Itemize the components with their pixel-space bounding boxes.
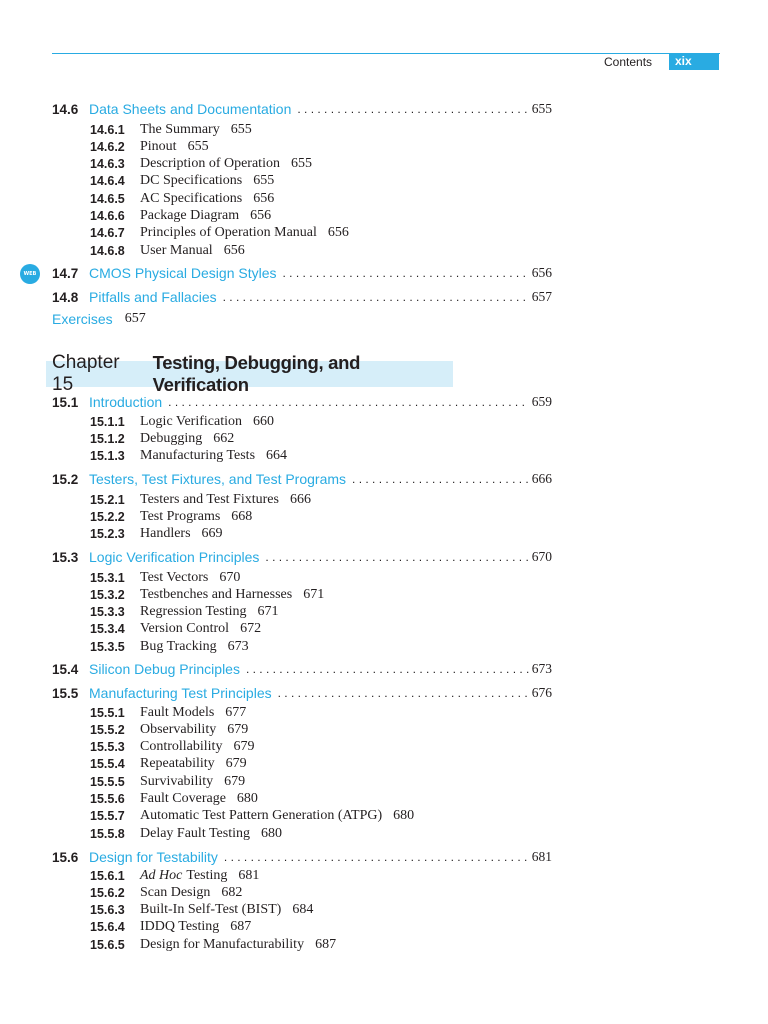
subsection-title: Manufacturing Tests xyxy=(140,448,256,464)
toc-subsection[interactable] xyxy=(90,569,240,586)
toc-subsection[interactable] xyxy=(90,756,247,773)
subsection-page: 666 xyxy=(289,491,311,507)
dot-leader xyxy=(352,472,529,486)
toc-section[interactable] xyxy=(52,288,552,306)
subsection-number: 15.2.2 xyxy=(90,509,125,524)
section-number: 15.6 xyxy=(52,849,79,865)
web-enhanced-icon: WEB xyxy=(20,264,40,284)
subsection-title: Package Diagram xyxy=(140,208,240,223)
subsection-page: 672 xyxy=(240,621,262,637)
subsection-title: Survivability xyxy=(140,773,214,789)
subsection-number: 15.3.4 xyxy=(90,622,125,637)
subsection-title: Observability xyxy=(140,721,217,737)
toc-subsection[interactable] xyxy=(90,138,209,155)
toc-subsection[interactable] xyxy=(90,413,274,430)
section-title: Design for Testability xyxy=(89,849,218,865)
toc-subsection[interactable] xyxy=(90,884,242,901)
toc-subsection[interactable] xyxy=(90,867,259,884)
toc-subsection[interactable] xyxy=(90,208,271,225)
subsection-page: 681 xyxy=(238,867,260,883)
toc-section[interactable] xyxy=(52,660,552,678)
subsection-number: 14.6.4 xyxy=(90,174,125,189)
exercises-page: 657 xyxy=(124,311,146,326)
subsection-title: Test Programs xyxy=(140,508,221,524)
subsection-title: Built-In Self-Test (BIST) xyxy=(140,902,282,918)
subsection-page: 679 xyxy=(225,756,247,772)
toc-subsection[interactable] xyxy=(90,242,245,259)
toc-subsection[interactable] xyxy=(90,791,258,808)
dot-leader xyxy=(265,550,528,564)
subsection-title-rest: Testing xyxy=(186,867,228,883)
section-page: 666 xyxy=(531,471,552,486)
section-title: Silicon Debug Principles xyxy=(89,661,240,677)
subsection-page: 671 xyxy=(257,604,279,620)
toc-subsection[interactable] xyxy=(90,902,313,919)
subsection-number: 15.6.1 xyxy=(90,868,125,883)
subsection-number: 15.1.3 xyxy=(90,449,125,464)
section-page: 655 xyxy=(531,101,552,116)
subsection-title-italic: Ad Hoc xyxy=(140,867,183,883)
subsection-page: 655 xyxy=(187,138,209,154)
subsection-number: 15.5.4 xyxy=(90,757,125,772)
subsection-number: 15.2.3 xyxy=(90,527,125,542)
subsection-page: 656 xyxy=(253,190,275,206)
subsection-title: Logic Verification xyxy=(140,413,242,429)
section-number: 14.7 xyxy=(52,265,79,281)
subsection-page: 684 xyxy=(292,902,314,918)
dot-leader xyxy=(223,290,529,304)
subsection-page: 660 xyxy=(253,413,274,429)
toc-subsection[interactable] xyxy=(90,936,336,953)
toc-subsection[interactable] xyxy=(90,508,252,525)
subsection-page: 687 xyxy=(315,936,337,952)
toc-subsection[interactable] xyxy=(90,704,246,721)
subsection-title: Automatic Test Pattern Generation (ATPG) xyxy=(140,808,383,824)
subsection-title: Debugging xyxy=(140,430,203,446)
subsection-title: Handlers xyxy=(140,526,191,542)
subsection-title: The Summary xyxy=(140,121,220,137)
subsection-number: 14.6.7 xyxy=(90,226,125,241)
subsection-page: 680 xyxy=(236,791,258,806)
subsection-page: 655 xyxy=(230,121,252,137)
toc-subsection[interactable] xyxy=(90,739,254,756)
toc-subsection[interactable] xyxy=(90,638,249,655)
toc-subsection[interactable] xyxy=(90,430,234,447)
subsection-page: 656 xyxy=(250,208,272,223)
subsection-title: Design for Manufacturability xyxy=(140,936,305,952)
subsection-page: 655 xyxy=(253,173,275,189)
subsection-number: 15.5.2 xyxy=(90,722,125,737)
subsection-page: 679 xyxy=(224,773,246,789)
subsection-number: 15.5.5 xyxy=(90,774,125,789)
running-header-label: Contents xyxy=(604,55,653,69)
toc-subsection[interactable] xyxy=(90,808,414,825)
section-number: 14.8 xyxy=(52,289,79,305)
section-number: 15.5 xyxy=(52,685,79,701)
subsection-page: 677 xyxy=(225,704,247,720)
toc-subsection[interactable] xyxy=(90,773,245,790)
toc-subsection[interactable] xyxy=(90,621,261,638)
subsection-number: 15.3.2 xyxy=(90,587,125,602)
subsection-title: AC Specifications xyxy=(140,190,243,206)
subsection-number: 15.5.6 xyxy=(90,792,125,806)
toc-section[interactable] xyxy=(52,684,552,702)
subsection-page: 673 xyxy=(227,638,249,654)
subsection-page: 656 xyxy=(327,225,349,241)
subsection-title: Delay Fault Testing xyxy=(140,825,250,841)
exercises-entry[interactable] xyxy=(52,311,146,327)
dot-leader xyxy=(224,850,529,864)
section-title: Logic Verification Principles xyxy=(89,549,260,565)
section-title: CMOS Physical Design Styles xyxy=(89,265,277,281)
exercises-title: Exercises xyxy=(52,311,113,327)
dot-leader xyxy=(283,266,529,280)
subsection-number: 15.5.8 xyxy=(90,826,125,841)
toc-subsection[interactable] xyxy=(90,526,223,543)
header-rule xyxy=(52,53,720,54)
subsection-number: 14.6.1 xyxy=(90,122,125,137)
section-number: 14.6 xyxy=(52,101,79,117)
toc-subsection[interactable] xyxy=(90,919,251,936)
toc-subsection[interactable] xyxy=(90,825,282,842)
section-title: Pitfalls and Fallacies xyxy=(89,289,217,305)
subsection-number: 14.6.5 xyxy=(90,191,125,206)
subsection-title: Testbenches and Harnesses xyxy=(140,586,293,602)
subsection-number: 15.5.1 xyxy=(90,705,125,720)
subsection-number: 15.1.2 xyxy=(90,431,125,446)
subsection-title: DC Specifications xyxy=(140,173,243,189)
chapter-title: Testing, Debugging, and Verification xyxy=(152,352,361,395)
subsection-title: Principles of Operation Manual xyxy=(140,225,317,241)
subsection-title: Version Control xyxy=(140,621,230,637)
toc-section[interactable] xyxy=(52,100,552,118)
section-number: 15.3 xyxy=(52,549,79,565)
dot-leader xyxy=(246,662,529,676)
subsection-number: 15.6.4 xyxy=(90,920,125,935)
subsection-page: 680 xyxy=(260,825,282,841)
subsection-page: 662 xyxy=(213,430,235,446)
section-number: 15.1 xyxy=(52,394,79,410)
subsection-page: 664 xyxy=(266,448,288,464)
section-title: Testers, Test Fixtures, and Test Programs xyxy=(89,471,347,487)
subsection-number: 15.3.5 xyxy=(90,639,125,654)
subsection-number: 15.3.3 xyxy=(90,605,125,620)
toc-subsection[interactable] xyxy=(90,156,312,173)
subsection-title: Test Vectors xyxy=(140,569,209,585)
page-number: xix xyxy=(675,54,692,68)
toc-subsection[interactable] xyxy=(90,604,278,621)
section-number: 15.4 xyxy=(52,661,79,677)
subsection-number: 15.3.1 xyxy=(90,570,125,585)
dot-leader xyxy=(168,395,529,409)
subsection-title: Description of Operation xyxy=(140,156,280,172)
toc-section[interactable] xyxy=(52,848,552,866)
subsection-page: 669 xyxy=(201,526,223,542)
section-title: Introduction xyxy=(89,394,163,410)
section-page: 673 xyxy=(531,661,552,676)
subsection-title: User Manual xyxy=(140,242,213,258)
section-title: Manufacturing Test Principles xyxy=(89,685,272,701)
toc-section[interactable] xyxy=(52,264,552,282)
subsection-title: Regression Testing xyxy=(140,604,247,620)
subsection-title xyxy=(140,868,227,884)
subsection-title: Testers and Test Fixtures xyxy=(140,491,279,507)
subsection-title: IDDQ Testing xyxy=(140,919,220,935)
subsection-title: Fault Coverage xyxy=(140,791,226,806)
subsection-title: Pinout xyxy=(140,138,177,154)
subsection-number: 15.6.5 xyxy=(90,937,125,952)
subsection-number: 14.6.8 xyxy=(90,243,125,258)
subsection-page: 687 xyxy=(230,919,252,935)
dot-leader xyxy=(278,686,529,700)
section-number: 15.2 xyxy=(52,471,79,487)
chapter-label: Chapter 15 xyxy=(52,352,120,395)
toc-subsection[interactable] xyxy=(90,173,274,190)
subsection-page: 655 xyxy=(290,156,312,172)
subsection-number: 15.5.3 xyxy=(90,740,125,755)
dot-leader xyxy=(297,102,528,116)
toc-subsection[interactable] xyxy=(90,721,248,738)
subsection-page: 671 xyxy=(303,586,325,602)
chapter-heading xyxy=(46,352,453,395)
subsection-title: Repeatability xyxy=(140,756,215,772)
page-number-box xyxy=(669,54,719,70)
toc-subsection[interactable] xyxy=(90,225,349,242)
section-page: 659 xyxy=(531,394,552,409)
subsection-number: 15.5.7 xyxy=(90,809,125,824)
toc-subsection[interactable] xyxy=(90,448,287,465)
toc-section[interactable] xyxy=(52,470,552,488)
subsection-title: Bug Tracking xyxy=(140,638,217,654)
toc-section[interactable] xyxy=(52,548,552,566)
subsection-title: Controllability xyxy=(140,739,223,755)
toc-subsection[interactable] xyxy=(90,121,252,138)
subsection-title: Fault Models xyxy=(140,704,215,720)
subsection-title: Scan Design xyxy=(140,884,211,900)
toc-subsection[interactable] xyxy=(90,586,324,603)
subsection-number: 15.6.2 xyxy=(90,885,125,900)
subsection-page: 679 xyxy=(233,739,255,755)
subsection-number: 15.6.3 xyxy=(90,903,125,918)
subsection-page: 668 xyxy=(231,508,253,524)
section-page: 656 xyxy=(531,265,552,280)
toc-subsection[interactable] xyxy=(90,190,274,207)
subsection-page: 682 xyxy=(221,884,243,900)
toc-subsection[interactable] xyxy=(90,491,311,508)
subsection-number: 14.6.6 xyxy=(90,209,125,223)
subsection-page: 656 xyxy=(223,242,245,258)
subsection-page: 679 xyxy=(227,721,249,737)
section-page: 681 xyxy=(531,849,552,864)
subsection-page: 670 xyxy=(219,569,241,585)
subsection-number: 15.1.1 xyxy=(90,414,125,429)
subsection-number: 15.2.1 xyxy=(90,492,125,507)
section-page: 676 xyxy=(531,685,552,700)
subsection-number: 14.6.2 xyxy=(90,139,125,154)
section-page: 657 xyxy=(531,289,552,304)
subsection-page: 680 xyxy=(393,808,415,824)
subsection-number: 14.6.3 xyxy=(90,157,125,172)
section-title: Data Sheets and Documentation xyxy=(89,101,292,117)
section-page: 670 xyxy=(531,549,552,564)
